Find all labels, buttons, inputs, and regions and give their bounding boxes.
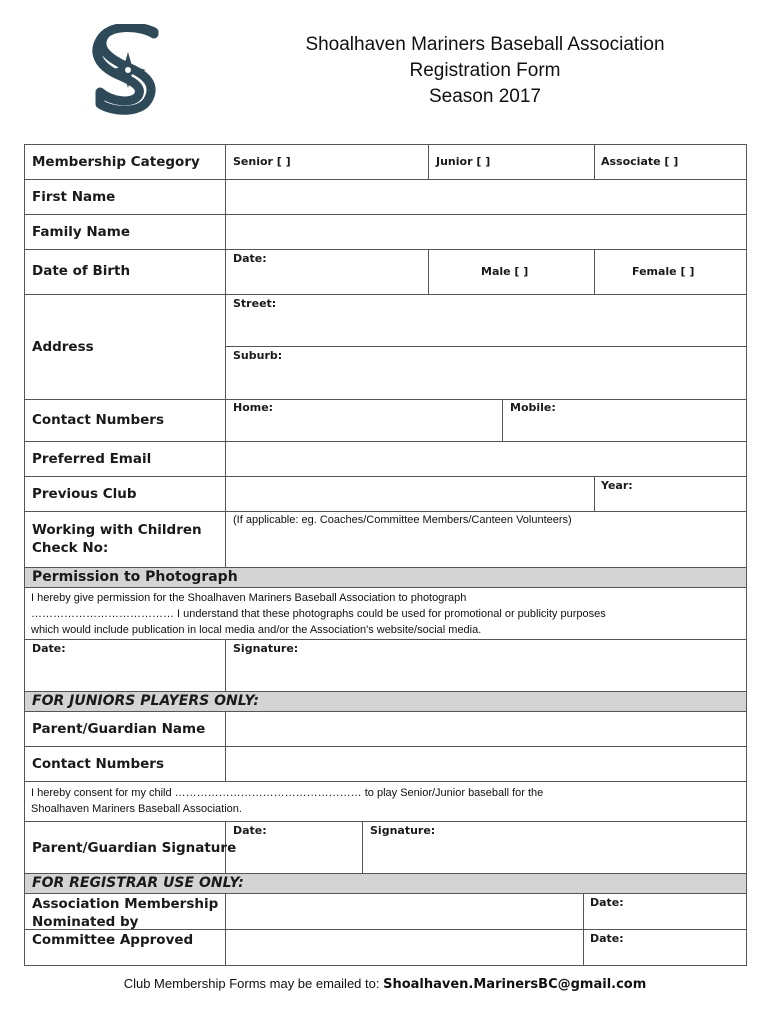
nominated-by-label: Nominated by: [32, 914, 139, 930]
male-checkbox[interactable]: Male [ ]: [481, 265, 529, 278]
previous-club-field[interactable]: [226, 477, 593, 510]
child-consent-line2: Shoalhaven Mariners Baseball Association.: [31, 803, 242, 815]
photo-date-field[interactable]: Date:: [32, 642, 66, 655]
registrar-only-heading: FOR REGISTRAR USE ONLY:: [32, 875, 244, 891]
senior-checkbox[interactable]: Senior [ ]: [233, 155, 291, 168]
nomination-date-field[interactable]: Date:: [590, 896, 624, 909]
association-membership-label: Association Membership: [32, 896, 219, 912]
first-name-field[interactable]: [226, 180, 745, 213]
first-name-label: First Name: [32, 189, 116, 205]
footer-email-link[interactable]: Shoalhaven.MarinersBC@gmail.com: [383, 977, 647, 992]
footer-text: Club Membership Forms may be emailed to:: [123, 976, 384, 991]
juniors-only-heading: FOR JUNIORS PLAYERS ONLY:: [32, 693, 259, 709]
parent-signature-label: Parent/Guardian Signature: [32, 840, 237, 856]
date-of-birth-label: Date of Birth: [32, 263, 131, 279]
photo-signature-field[interactable]: Signature:: [233, 642, 299, 655]
form-title-registration: Registration Form: [409, 60, 561, 81]
suburb-field[interactable]: Suburb:: [233, 349, 283, 362]
wwc-label-line1: Working with Children: [32, 522, 202, 538]
approval-date-field[interactable]: Date:: [590, 932, 624, 945]
form-title-association: Shoalhaven Mariners Baseball Association: [305, 34, 665, 55]
committee-approved-label: Committee Approved: [32, 932, 194, 948]
dob-date-field[interactable]: Date:: [233, 252, 267, 265]
wwc-label-line2: Check No:: [32, 540, 109, 556]
home-phone-field[interactable]: Home:: [233, 401, 274, 414]
junior-checkbox[interactable]: Junior [ ]: [436, 155, 491, 168]
footer-note: [0, 976, 770, 992]
mobile-phone-field[interactable]: Mobile:: [510, 401, 556, 414]
parent-guardian-name-label: Parent/Guardian Name: [32, 721, 206, 737]
female-checkbox[interactable]: Female [ ]: [632, 265, 695, 278]
wwc-note[interactable]: (If applicable: eg. Coaches/Committee Members/Canteen Volunteers): [233, 514, 572, 526]
street-field[interactable]: Street:: [233, 297, 277, 310]
family-name-label: Family Name: [32, 224, 130, 240]
associate-checkbox[interactable]: Associate [ ]: [601, 155, 679, 168]
registration-form: [24, 144, 747, 966]
photo-consent-line1: I hereby give permission for the Shoalhaven Mariners Baseball Association to photograph: [31, 592, 467, 604]
club-logo: [92, 24, 164, 116]
club-year-field[interactable]: Year:: [601, 479, 633, 492]
photo-consent-line2: ………………………………… I understand that these photographs could be used for promotional or publicity purposes: [31, 608, 606, 620]
junior-contact-numbers-field[interactable]: [226, 747, 745, 780]
preferred-email-label: Preferred Email: [32, 451, 152, 467]
address-label: Address: [32, 339, 94, 355]
photo-permission-heading: Permission to Photograph: [32, 569, 238, 585]
parent-date-field[interactable]: Date:: [233, 824, 267, 837]
photo-consent-line3: which would include publication in local media and/or the Association's website/social media.: [31, 624, 482, 636]
parent-guardian-name-field[interactable]: [226, 712, 745, 745]
parent-signature-field[interactable]: Signature:: [370, 824, 436, 837]
child-consent-line1: I hereby consent for my child …………………………………………… to play Senior/Junior baseball for the: [31, 787, 544, 799]
contact-numbers-label: Contact Numbers: [32, 412, 165, 428]
family-name-field[interactable]: [226, 215, 745, 248]
email-field[interactable]: [226, 442, 745, 475]
junior-contact-numbers-label: Contact Numbers: [32, 756, 165, 772]
membership-category-label: Membership Category: [32, 154, 200, 170]
form-title-season: Season 2017: [429, 86, 541, 107]
previous-club-label: Previous Club: [32, 486, 137, 502]
